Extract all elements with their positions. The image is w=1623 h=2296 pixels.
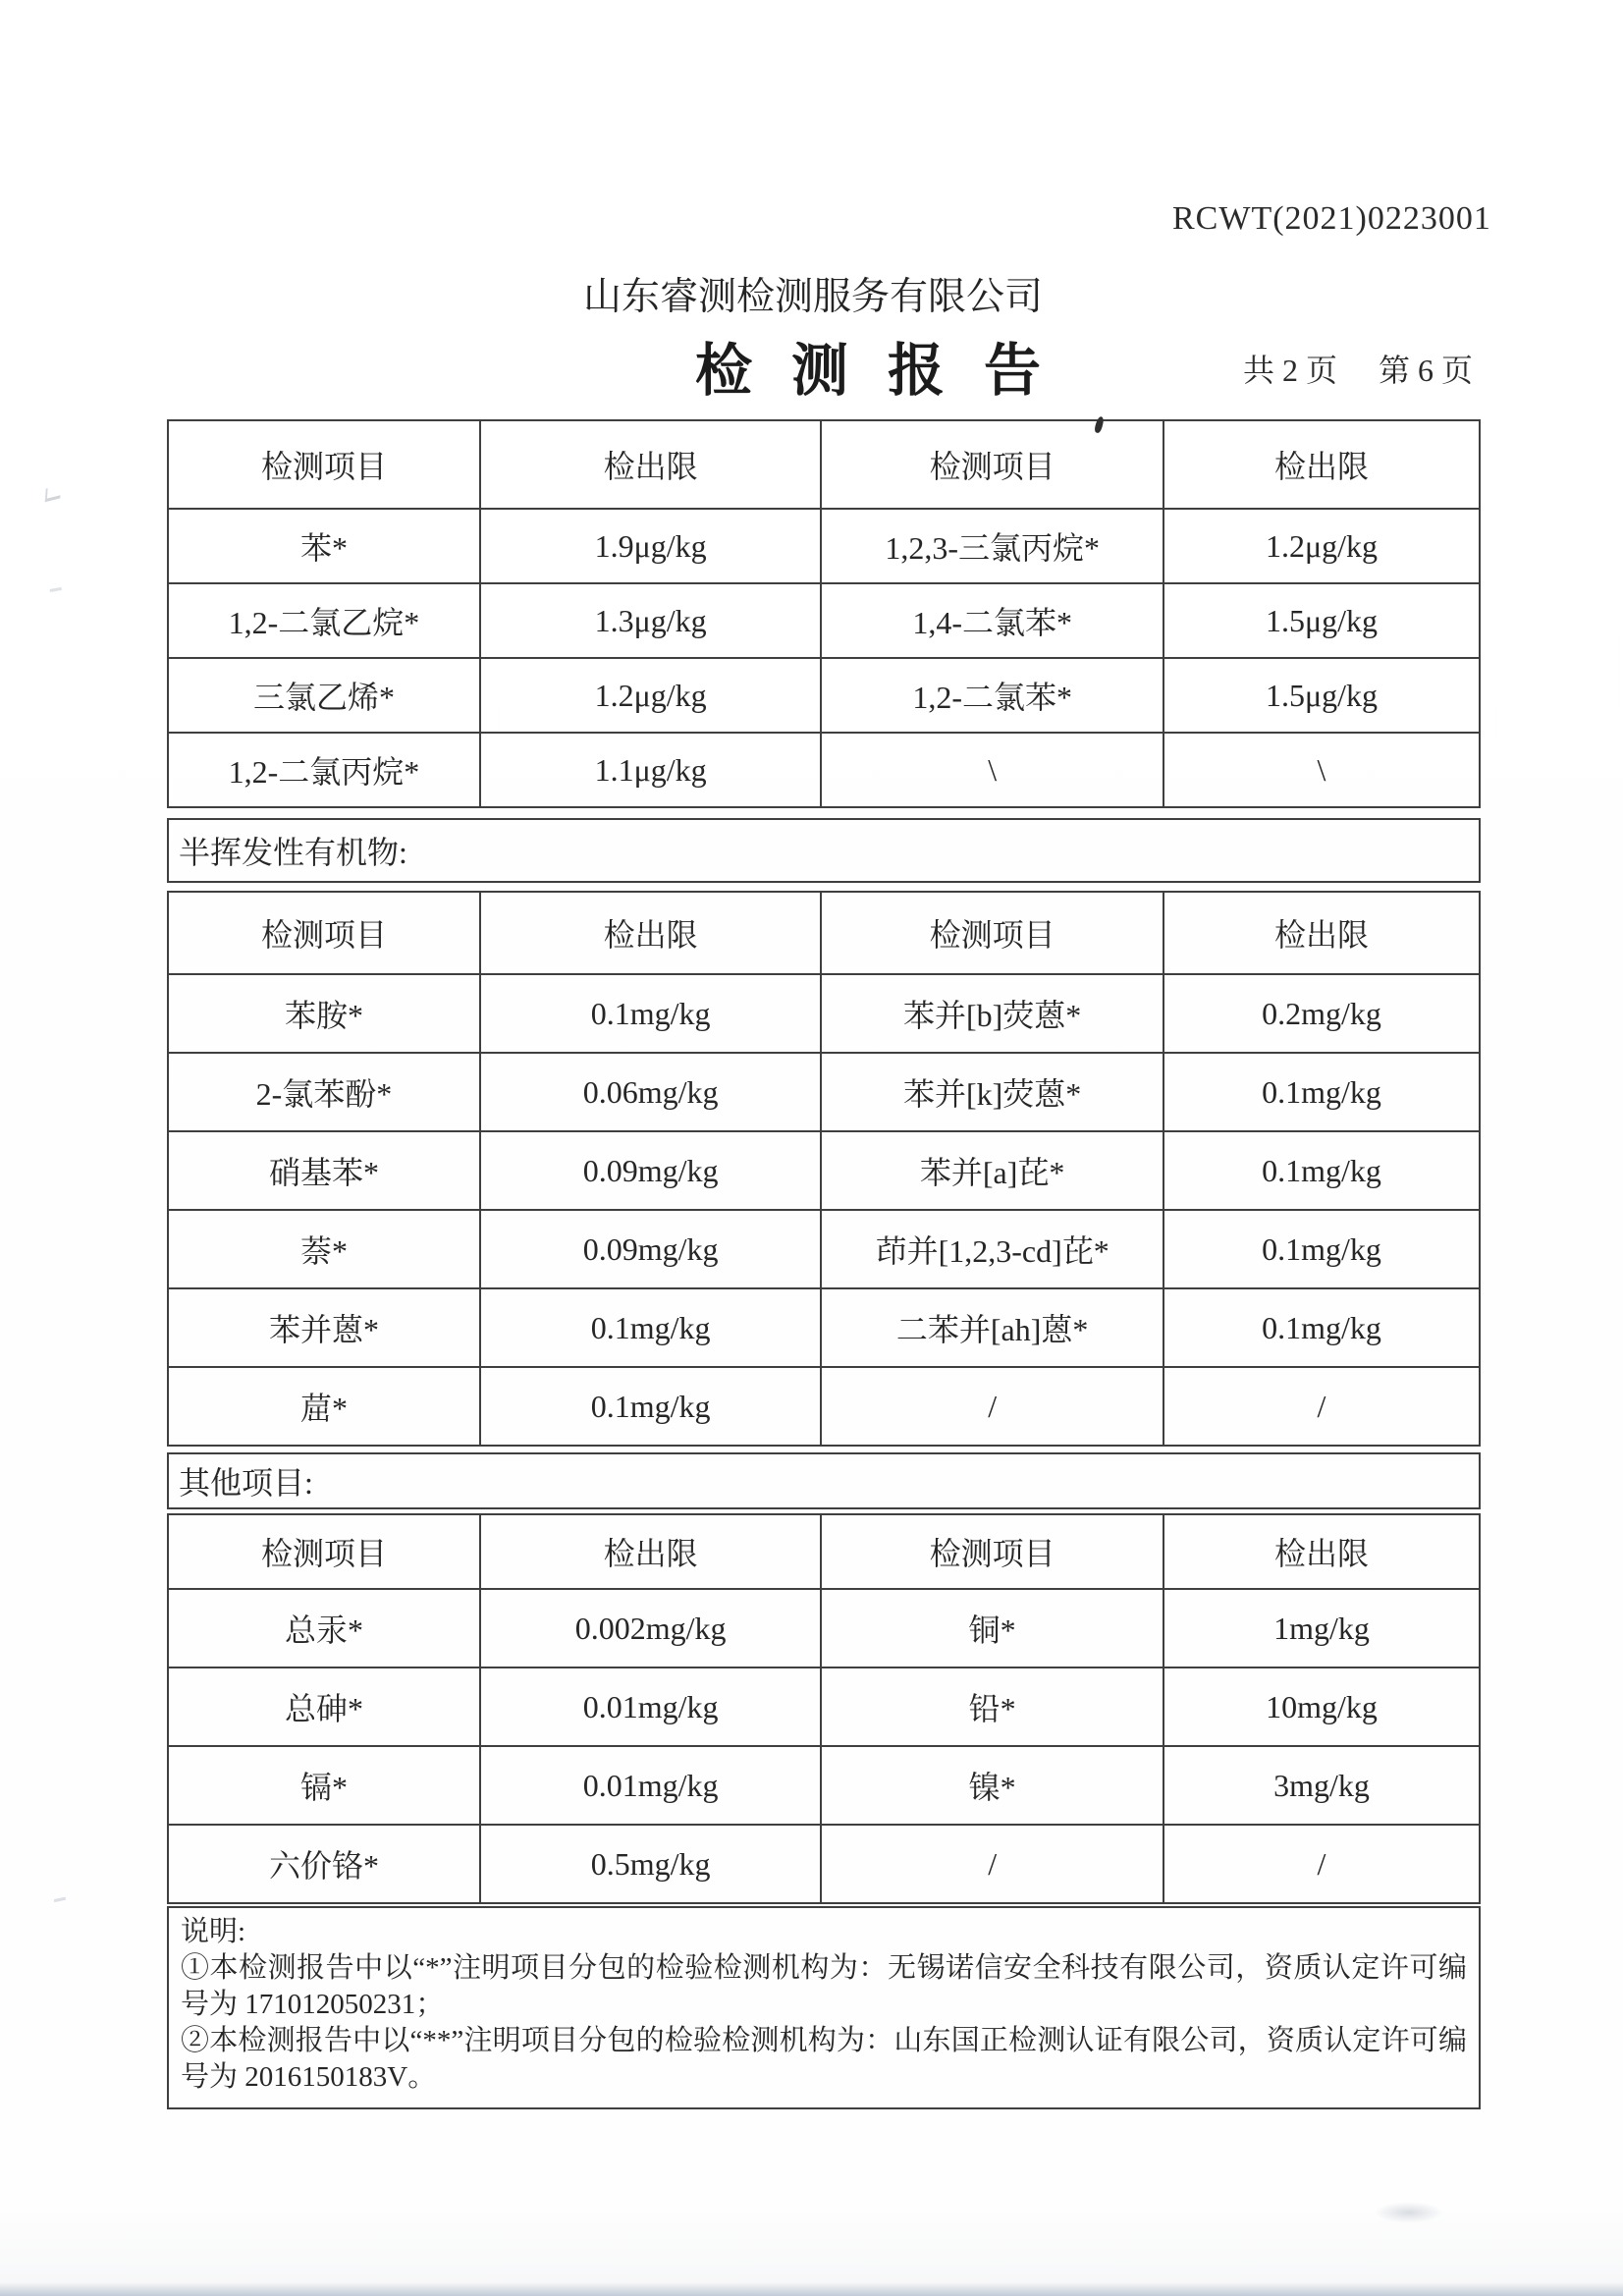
table-row bbox=[168, 1667, 1480, 1746]
cell-test-item: 检测项目 bbox=[168, 892, 480, 974]
cell-test-item: \ bbox=[821, 733, 1163, 807]
company-name: 山东睿测检测服务有限公司 bbox=[583, 276, 1044, 318]
cell-test-item: 苯并蒽* bbox=[168, 1288, 480, 1367]
cell-detection-limit: 0.09mg/kg bbox=[480, 1210, 821, 1288]
cell-detection-limit: 检出限 bbox=[1163, 1514, 1480, 1589]
cell-detection-limit: 0.1mg/kg bbox=[1163, 1210, 1480, 1288]
cell-test-item: 检测项目 bbox=[821, 892, 1163, 974]
cell-test-item: 六价铬* bbox=[168, 1825, 480, 1903]
cell-detection-limit: 0.1mg/kg bbox=[1163, 1131, 1480, 1210]
cell-detection-limit: 1.9μg/kg bbox=[480, 509, 821, 583]
table-row bbox=[168, 1288, 1480, 1367]
cell-detection-limit: 1.2μg/kg bbox=[480, 658, 821, 733]
cell-detection-limit: 1.3μg/kg bbox=[480, 583, 821, 658]
other-items-table bbox=[167, 1513, 1481, 1904]
cell-detection-limit: / bbox=[1163, 1367, 1480, 1446]
cell-detection-limit: 3mg/kg bbox=[1163, 1746, 1480, 1825]
cell-test-item: 总汞* bbox=[168, 1589, 480, 1667]
other-table-rows bbox=[168, 1589, 1480, 1903]
report-body bbox=[167, 419, 1481, 2109]
cell-detection-limit: 0.01mg/kg bbox=[480, 1746, 821, 1825]
svoc-table-header bbox=[168, 892, 1480, 974]
scan-noise-left-2 bbox=[48, 578, 62, 592]
cell-detection-limit: 检出限 bbox=[480, 892, 821, 974]
report-number: RCWT(2021)0223001 bbox=[1172, 200, 1491, 237]
scan-noise-left-1 bbox=[45, 485, 61, 503]
cell-detection-limit: 0.1mg/kg bbox=[480, 1367, 821, 1446]
scan-noise-smudge bbox=[1375, 2202, 1443, 2223]
cell-test-item: 二苯并[ah]蒽* bbox=[821, 1288, 1163, 1367]
table-row bbox=[168, 1210, 1480, 1288]
cell-test-item: / bbox=[821, 1825, 1163, 1903]
cell-test-item: 苯胺* bbox=[168, 974, 480, 1053]
cell-detection-limit: 0.1mg/kg bbox=[480, 1288, 821, 1367]
cell-detection-limit: 检出限 bbox=[1163, 892, 1480, 974]
cell-test-item: 苯并[b]荧蒽* bbox=[821, 974, 1163, 1053]
cell-test-item: 检测项目 bbox=[168, 1514, 480, 1589]
cell-detection-limit: 0.5mg/kg bbox=[480, 1825, 821, 1903]
note-1: ①本检测报告中以“*”注明项目分包的检验检测机构为：无锡诺信安全科技有限公司，资质认定许可编号为 171012050231； bbox=[181, 1952, 1467, 2020]
cell-detection-limit: / bbox=[1163, 1825, 1480, 1903]
cell-test-item: 检测项目 bbox=[821, 420, 1163, 509]
section-label-other: 其他项目: bbox=[167, 1452, 1481, 1509]
note-2: ②本检测报告中以“**”注明项目分包的检验检测机构为：山东国正检测认证有限公司，资质认定许可编号为 2016150183V。 bbox=[181, 2025, 1467, 2093]
cell-test-item: 1,4-二氯苯* bbox=[821, 583, 1163, 658]
cell-test-item: 镉* bbox=[168, 1746, 480, 1825]
cell-test-item: 硝基苯* bbox=[168, 1131, 480, 1210]
cell-test-item: 1,2-二氯乙烷* bbox=[168, 583, 480, 658]
cell-detection-limit: 0.09mg/kg bbox=[480, 1131, 821, 1210]
cell-test-item: 1,2-二氯丙烷* bbox=[168, 733, 480, 807]
notes-box bbox=[167, 1906, 1481, 2109]
page-total-label: 共2页 bbox=[1243, 353, 1346, 388]
cell-detection-limit: 0.2mg/kg bbox=[1163, 974, 1480, 1053]
scan-noise-left-3 bbox=[52, 1888, 66, 1902]
cell-test-item: 萘* bbox=[168, 1210, 480, 1288]
svoc-table bbox=[167, 891, 1481, 1447]
table-row bbox=[168, 658, 1480, 733]
table-row bbox=[168, 733, 1480, 807]
table-row bbox=[168, 1589, 1480, 1667]
cell-detection-limit: 0.1mg/kg bbox=[1163, 1053, 1480, 1131]
scan-edge-shadow bbox=[0, 2282, 1623, 2296]
cell-detection-limit: 1.2μg/kg bbox=[1163, 509, 1480, 583]
cell-detection-limit: 1mg/kg bbox=[1163, 1589, 1480, 1667]
cell-test-item: 1,2,3-三氯丙烷* bbox=[821, 509, 1163, 583]
cell-detection-limit: 1.5μg/kg bbox=[1163, 583, 1480, 658]
cell-test-item: 茚并[1,2,3-cd]芘* bbox=[821, 1210, 1163, 1288]
table-row bbox=[168, 583, 1480, 658]
table-row bbox=[168, 974, 1480, 1053]
report-title: 检测报告 bbox=[695, 339, 1081, 403]
cell-test-item: 2-氯苯酚* bbox=[168, 1053, 480, 1131]
cell-detection-limit: 10mg/kg bbox=[1163, 1667, 1480, 1746]
cell-test-item: 䓛* bbox=[168, 1367, 480, 1446]
table-row bbox=[168, 1367, 1480, 1446]
cell-test-item: 铜* bbox=[821, 1589, 1163, 1667]
cell-test-item: 苯并[k]荧蒽* bbox=[821, 1053, 1163, 1131]
cell-detection-limit: 0.06mg/kg bbox=[480, 1053, 821, 1131]
cell-test-item: / bbox=[821, 1367, 1163, 1446]
cell-test-item: 镍* bbox=[821, 1746, 1163, 1825]
voc-table bbox=[167, 419, 1481, 808]
cell-detection-limit: 0.002mg/kg bbox=[480, 1589, 821, 1667]
cell-detection-limit: 检出限 bbox=[480, 1514, 821, 1589]
voc-table-header bbox=[168, 420, 1480, 509]
table-row bbox=[168, 1825, 1480, 1903]
section-label-svoc: 半挥发性有机物: bbox=[167, 818, 1481, 883]
cell-test-item: 铅* bbox=[821, 1667, 1163, 1746]
cell-detection-limit: 0.01mg/kg bbox=[480, 1667, 821, 1746]
cell-detection-limit: 0.1mg/kg bbox=[1163, 1288, 1480, 1367]
table-row bbox=[168, 509, 1480, 583]
table-row bbox=[168, 1514, 1480, 1589]
notes-label: 说明: bbox=[181, 1916, 246, 1947]
table-row bbox=[168, 1131, 1480, 1210]
table-row bbox=[168, 892, 1480, 974]
cell-detection-limit: 1.1μg/kg bbox=[480, 733, 821, 807]
table-row bbox=[168, 420, 1480, 509]
cell-test-item: 苯* bbox=[168, 509, 480, 583]
page-current-label: 第6页 bbox=[1379, 353, 1482, 388]
cell-test-item: 检测项目 bbox=[168, 420, 480, 509]
cell-test-item: 1,2-二氯苯* bbox=[821, 658, 1163, 733]
cell-detection-limit: \ bbox=[1163, 733, 1480, 807]
cell-test-item: 苯并[a]芘* bbox=[821, 1131, 1163, 1210]
cell-test-item: 检测项目 bbox=[821, 1514, 1163, 1589]
cell-detection-limit: 1.5μg/kg bbox=[1163, 658, 1480, 733]
cell-test-item: 总砷* bbox=[168, 1667, 480, 1746]
table-row bbox=[168, 1746, 1480, 1825]
cell-detection-limit: 检出限 bbox=[1163, 420, 1480, 509]
svoc-table-rows bbox=[168, 974, 1480, 1446]
other-table-header bbox=[168, 1514, 1480, 1589]
cell-detection-limit: 检出限 bbox=[480, 420, 821, 509]
table-row bbox=[168, 1053, 1480, 1131]
cell-test-item: 三氯乙烯* bbox=[168, 658, 480, 733]
voc-table-rows bbox=[168, 509, 1480, 807]
cell-detection-limit: 0.1mg/kg bbox=[480, 974, 821, 1053]
page-info bbox=[1243, 346, 1481, 391]
